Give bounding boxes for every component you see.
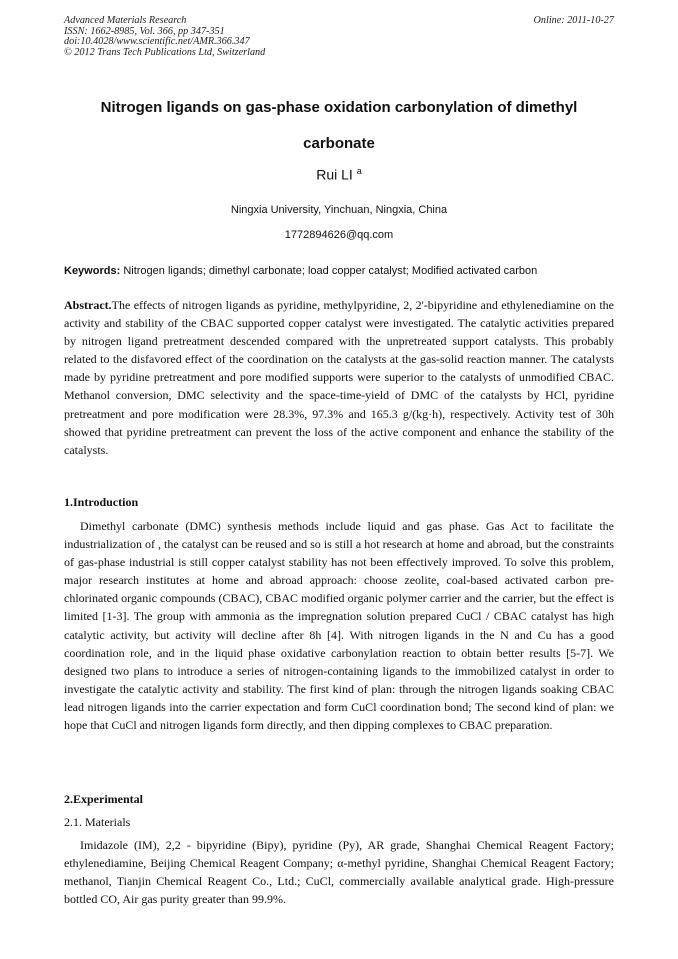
- journal-name: Advanced Materials Research: [64, 15, 187, 26]
- keywords-text: Nitrogen ligands; dimethyl carbonate; load copper catalyst; Modified activated carbon: [123, 265, 538, 277]
- author-superscript: a: [356, 166, 362, 176]
- introduction-heading: 1.Introduction: [64, 495, 139, 509]
- author-email: 1772894626@qq.com: [284, 229, 394, 241]
- affiliation: Ningxia University, Yinchuan, Ningxia, China: [230, 204, 448, 216]
- doi-line: doi:10.4028/www.scientific.net/AMR.366.347: [64, 36, 250, 47]
- keywords-label: Keywords:: [64, 265, 121, 277]
- issn-line: ISSN: 1662-8985, Vol. 366, pp 347-351: [64, 25, 225, 37]
- abstract-text: The effects of nitrogen ligands as pyridine, methylpyridine, 2, 2'-bipyridine and ethylenediamine on the activity and stability of the CBAC supported copper catalyst were investigated. The catalytic activities prepared by nitrogen ligand pretreatment descended compared with the unpretreated support catalysts. This probably related to the disfavored effect of the coordination on the catalysts at the gas-solid reaction manner. The catalysts made by pyridine pretreatment and pore modified supports were superior to the catalysts of unmodified CBAC. Methanol conversion, DMC selectivity and the space-time-yield of DMC of the catalysts by HCl, pyridine pretreatment and pore modification were 28.3%, 97.3% and 165.3 g/(kg·h), respectively. Activity test of 30h showed that pyridine pretreatment can prevent the loss of the active component and enhance the stability of the catalysts.: [64, 298, 614, 457]
- paper-title: [64, 90, 614, 162]
- copyright-line: © 2012 Trans Tech Publications Ltd, Switzerland: [64, 46, 266, 58]
- author: [64, 166, 614, 183]
- materials-heading: 2.1. Materials: [64, 815, 131, 829]
- title-line-2: carbonate: [303, 135, 375, 152]
- abstract-label: Abstract.: [64, 298, 112, 312]
- abstract: [64, 296, 614, 459]
- title-line-1: Nitrogen ligands on gas-phase oxidation carbonylation of dimethyl: [100, 99, 578, 116]
- online-date: Online: 2011-10-27: [533, 15, 614, 26]
- experimental-heading: 2.Experimental: [64, 792, 143, 806]
- materials-paragraph: Imidazole (IM), 2,2 - bipyridine (Bipy), pyridine (Py), AR grade, Shanghai Chemical Reagent Factory; ethylenediamine, Beijing Chemical Reagent Company; α-methyl pyridine, Shanghai Chemical Reagent Factory; methanol, Tianjin Chemical Reagent Co., Ltd.; CuCl, commercially available analytical grade. High-pressure bottled CO, Air gas purity greater than 99.9%.: [64, 838, 614, 907]
- author-name: Rui LI: [316, 166, 353, 183]
- keywords: [64, 265, 624, 277]
- journal-header: [64, 16, 614, 58]
- introduction-paragraph: Dimethyl carbonate (DMC) synthesis methods include liquid and gas phase. Gas Act to facilitate the industrialization of , the catalyst can be reused and so is still a hot research at home and abroad, but the constraints of gas-phase industrial is still copper catalyst stability has not been effectively improved. To solve this problem, major research institutes at home and abroad approach: choose zeolite, coal-based activated carbon pre-chlorinated organic compounds (CBAC), CBAC modified organic polymer carrier and the carrier, but the effect is limited [1-3]. The group with ammonia as the impregnation solution prepared CuCl / CBAC catalyst has high catalytic activity, but activity will decline after 8h [4]. With nitrogen ligands in the N and Cu has a good coordination role, and in the liquid phase oxidative carbonylation reaction to obtain better results [5-7]. We designed two plans to introduce a series of nitrogen-containing ligands to the immobilized catalyst in order to investigate the catalytic activity and stability. The first kind of plan: through the nitrogen ligands soaking CBAC lead nitrogen ligands into the carrier expectation and form CuCl coordination bond; The second kind of plan: we hope that CuCl and nitrogen ligands form directly, and then dipping complexes to CBAC preparation.: [64, 519, 614, 733]
